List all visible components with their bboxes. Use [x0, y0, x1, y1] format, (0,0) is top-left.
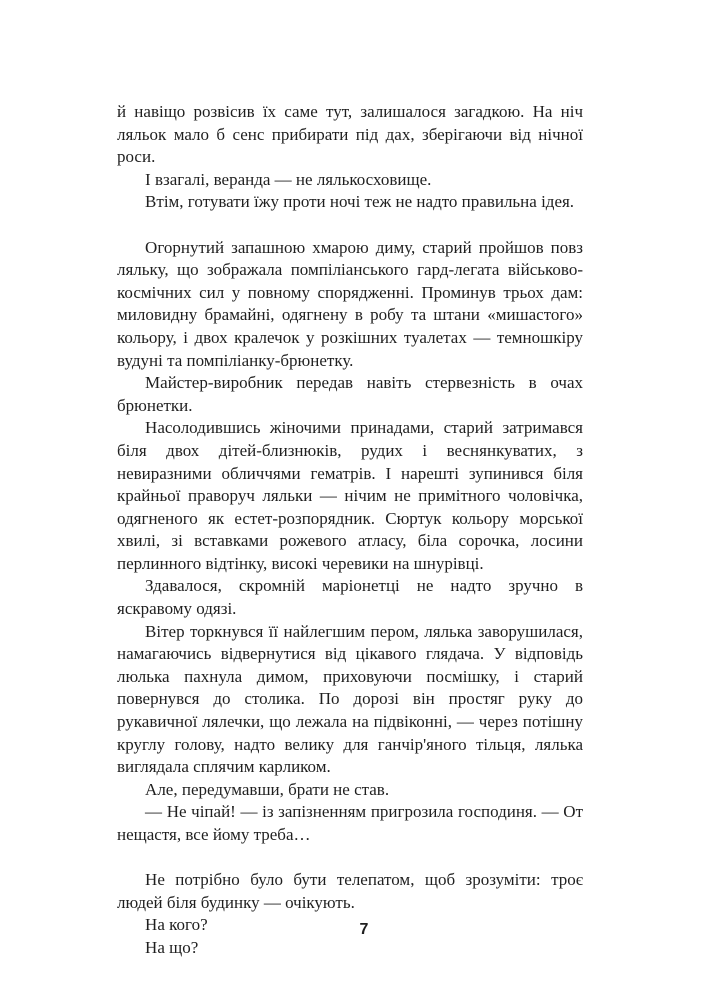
paragraph: Огорнутий запашною хмарою диму, старий пройшов повз ляльку, що зображала помпіліанського гард-легата військово-космічних сил у повному спорядженні. Проминув трьох дам: миловидну брамайні, одягнену в робу та штани «мишастого» кольору, і двох кралечок у розкішних туалетах — темношкіру вудуні та помпіліанку-брюнетку.: [117, 237, 583, 370]
paragraph: — Не чіпай! — із запізненням пригрозила господиня. — От нещастя, все йому треба…: [117, 802, 583, 844]
section-break: [117, 847, 583, 870]
page-body: [117, 101, 583, 960]
paragraph: Майстер-виробник передав навіть стервезність в очах брюнетки.: [117, 373, 583, 415]
paragraph: Не потрібно було бути телепатом, щоб зрозуміти: троє людей біля будинку — очікують.: [117, 870, 583, 912]
paragraph: Насолодившись жіночими принадами, старий затримався біля двох дітей-близнюків, рудих і веснянкуватих, з невиразними обличчями гематрів. І нарешті зупинився біля крайньої праворуч ляльки — нічим не примітного чоловічка, одягненого як естет-розпорядник. Сюртук кольору морської хвилі, зі вставками рожевого атласу, біла сорочка, лосини перлинного відтінку, високі черевики на шнурівці.: [117, 418, 583, 573]
paragraph: Здавалося, скромній маріонетці не надто зручно в яскравому одязі.: [117, 576, 583, 619]
paragraph: Але, передумавши, брати не став.: [145, 779, 390, 799]
paragraph: Вітер торкнувся її найлегшим пером, лялька заворушилася, намагаючись відвернутися від цікавого глядача. У відповідь люлька пахнула димом, приховуючи посмішку, і старий повернувся до столика. По дорозі він простяг руку до рукавичної лялечки, що лежала на підвіконні, — через потішну круглу голову, надто велику для ганчір'яного тільця, лялька виглядала сплячим карликом.: [117, 621, 583, 777]
paragraph: На що?: [145, 937, 199, 957]
section-break: [117, 214, 583, 237]
paragraph: На кого?: [145, 915, 208, 935]
page-number: 7: [359, 921, 369, 938]
paragraph: й навіщо розвісив їх саме тут, залишалося загадкою. На ніч ляльок мало б сенс прибирати під дах, зберігаючи від нічної роси.: [117, 102, 583, 167]
paragraph: І взагалі, веранда — не лялькосховище.: [145, 169, 432, 189]
paragraph: Втім, готувати їжу проти ночі теж не надто правильна ідея.: [145, 192, 575, 212]
